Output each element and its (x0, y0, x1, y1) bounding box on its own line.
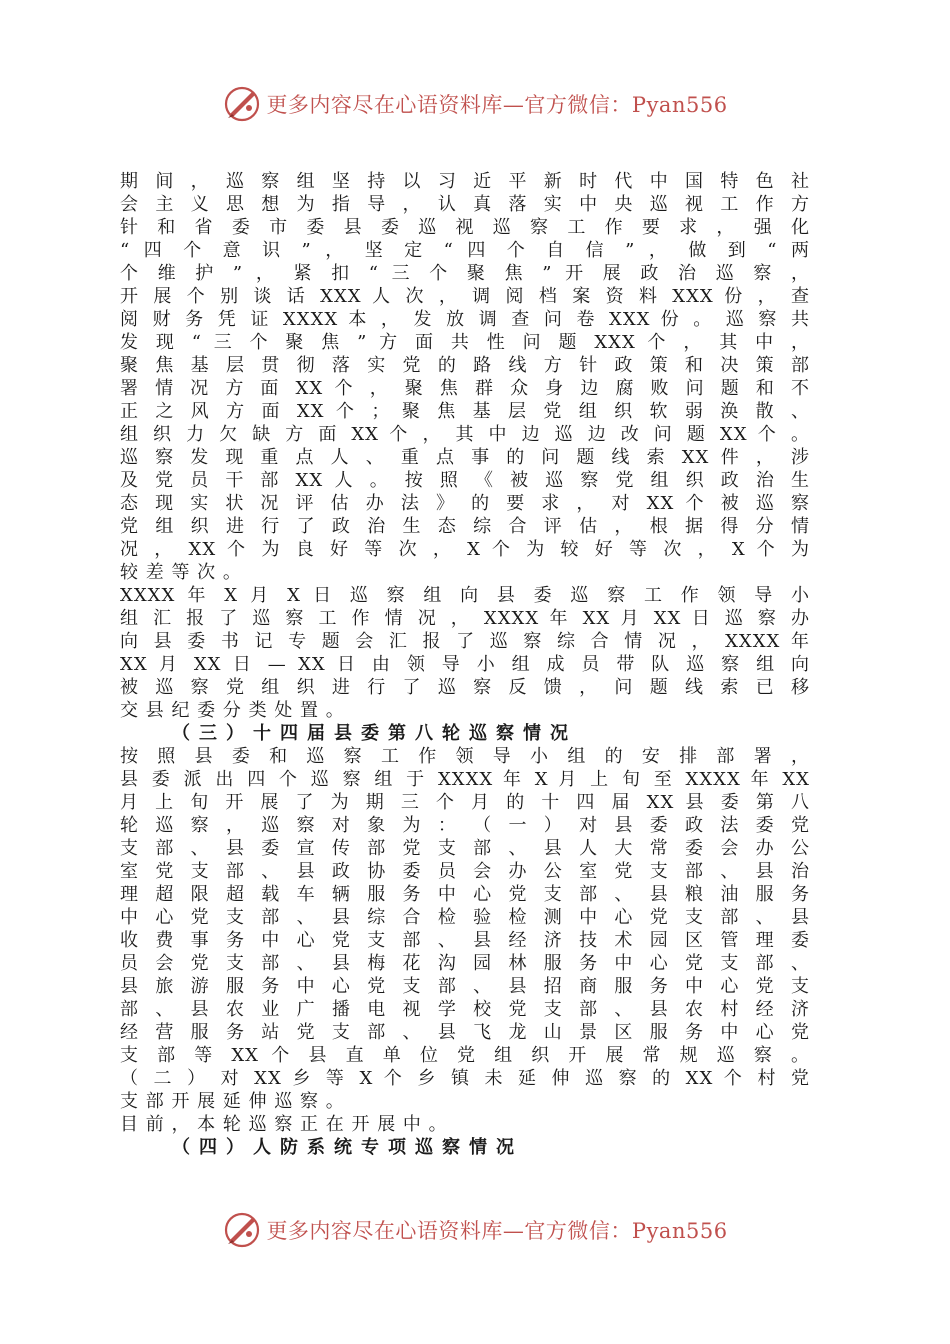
text-line: 支 部 、 县 委 宣 传 部 党 支 部 、 县 人 大 常 委 会 办 公 (120, 838, 810, 859)
text-line: （ 二 ） 对 XX 乡 等 X 个 乡 镇 未 延 伸 巡 察 的 XX 个 村 党 (120, 1068, 810, 1089)
banner-text: 更多内容尽在心语资料库—官方微信：Pyan556 (266, 93, 728, 117)
text-line: 个 维 护 ” ， 紧 扣 “ 三 个 聚 焦 ” 开 展 政 治 巡 察 ， (120, 263, 810, 284)
text-line: 党 组 织 进 行 了 政 治 生 态 综 合 评 估 ， 根 据 得 分 情 (120, 516, 810, 537)
pen-logo-icon (222, 84, 262, 124)
section-heading-4: （四）人防系统专项巡察情况 (172, 1137, 523, 1158)
header-banner (0, 82, 950, 126)
text-line: 署 情 况 方 面 XX 个 ， 聚 焦 群 众 身 边 腐 败 问 题 和 不 (120, 378, 810, 399)
text-line: 轮 巡 察 ， 巡 察 对 象 为 ： （ 一 ） 对 县 委 政 法 委 党 (120, 815, 810, 836)
text-line: 组 织 力 欠 缺 方 面 XX 个 ， 其 中 边 巡 边 改 问 题 XX 个 。 (120, 424, 810, 445)
footer-banner (0, 1208, 950, 1252)
text-line: 正 之 风 方 面 XX 个 ； 聚 焦 基 层 党 组 织 软 弱 涣 散 、 (120, 401, 810, 422)
text-line: XXXX 年 X 月 X 日 巡 察 组 向 县 委 巡 察 工 作 领 导 小 (120, 585, 810, 606)
text-line: 县 旅 游 服 务 中 心 党 支 部 、 县 招 商 服 务 中 心 党 支 (120, 976, 810, 997)
text-line: 中 心 党 支 部 、 县 综 合 检 验 检 测 中 心 党 支 部 、 县 (120, 907, 810, 928)
text-line: 针 和 省 委 市 委 县 委 巡 视 巡 察 工 作 要 求 ， 强 化 (120, 217, 810, 238)
text-line: 巡 察 发 现 重 点 人 、 重 点 事 的 问 题 线 索 XX 件 ， 涉 (120, 447, 810, 468)
text-line: 聚 焦 基 层 贯 彻 落 实 党 的 路 线 方 针 政 策 和 决 策 部 (120, 355, 810, 376)
text-line: 较 差 等 次 。 (120, 562, 242, 583)
text-line: 经 营 服 务 站 党 支 部 、 县 飞 龙 山 景 区 服 务 中 心 党 (120, 1022, 810, 1043)
text-line: 被 巡 察 党 组 织 进 行 了 巡 察 反 馈 ， 问 题 线 索 已 移 (120, 677, 810, 698)
text-line: 交 县 纪 委 分 类 处 置 。 (120, 700, 345, 721)
text-line: 部 、 县 农 业 广 播 电 视 学 校 党 支 部 、 县 农 村 经 济 (120, 999, 810, 1020)
paragraph-report-feedback (120, 584, 810, 722)
paragraph-inspection-summary (120, 170, 810, 584)
pen-logo-icon (222, 1210, 262, 1250)
text-line: 县 委 派 出 四 个 巡 察 组 于 XXXX 年 X 月 上 旬 至 XXXX 年 XX (120, 769, 810, 790)
paragraph-eighth-round (120, 745, 810, 1113)
banner-text: 更多内容尽在心语资料库—官方微信：Pyan556 (266, 1219, 728, 1243)
text-line: 员 会 党 支 部 、 县 梅 花 沟 园 林 服 务 中 心 党 支 部 、 (120, 953, 810, 974)
text-line: 按 照 县 委 和 巡 察 工 作 领 导 小 组 的 安 排 部 署 ， (120, 746, 810, 767)
text-line: 态 现 实 状 况 评 估 办 法 》 的 要 求 ， 对 XX 个 被 巡 察 (120, 493, 810, 514)
text-line: 及 党 员 干 部 XX 人 。 按 照 《 被 巡 察 党 组 织 政 治 生 (120, 470, 810, 491)
text-line: 目 前 ， 本 轮 巡 察 正 在 开 展 中 。 (120, 1114, 448, 1135)
text-line: 期 间 ， 巡 察 组 坚 持 以 习 近 平 新 时 代 中 国 特 色 社 (120, 171, 810, 192)
text-line: 向 县 委 书 记 专 题 会 汇 报 了 巡 察 综 合 情 况 ， XXXX 年 (120, 631, 810, 652)
text-line: “ 四 个 意 识 ” ， 坚 定 “ 四 个 自 信 ” ， 做 到 “ 两 (120, 240, 810, 261)
text-line: 支 部 开 展 延 伸 巡 察 。 (120, 1091, 345, 1112)
section-heading-3: （三）十四届县委第八轮巡察情况 (172, 723, 577, 744)
text-line: 况 ， XX 个 为 良 好 等 次 ， X 个 为 较 好 等 次 ， X 个 为 (120, 539, 810, 560)
paragraph-current-status (120, 1113, 810, 1136)
text-line: 组 汇 报 了 巡 察 工 作 情 况 ， XXXX 年 XX 月 XX 日 巡 察 办 (120, 608, 810, 629)
text-line: 支 部 等 XX 个 县 直 单 位 党 组 织 开 展 常 规 巡 察 。 (120, 1045, 810, 1066)
text-line: 阅 财 务 凭 证 XXXX 本 ， 发 放 调 查 问 卷 XXX 份 。 巡 察 共 (120, 309, 810, 330)
text-line: XX 月 XX 日 — XX 日 由 领 导 小 组 成 员 带 队 巡 察 组 向 (120, 654, 810, 675)
text-line: 发 现 “ 三 个 聚 焦 ” 方 面 共 性 问 题 XXX 个 ， 其 中 ， (120, 332, 810, 353)
text-line: 会 主 义 思 想 为 指 导 ， 认 真 落 实 中 央 巡 视 工 作 方 (120, 194, 810, 215)
text-line: 开 展 个 别 谈 话 XXX 人 次 ， 调 阅 档 案 资 料 XXX 份 ， 查 (120, 286, 810, 307)
document-body (120, 170, 810, 1159)
text-line: 室 党 支 部 、 县 政 协 委 员 会 办 公 室 党 支 部 、 县 治 (120, 861, 810, 882)
text-line: 理 超 限 超 载 车 辆 服 务 中 心 党 支 部 、 县 粮 油 服 务 (120, 884, 810, 905)
text-line: 月 上 旬 开 展 了 为 期 三 个 月 的 十 四 届 XX 县 委 第 八 (120, 792, 810, 813)
text-line: 收 费 事 务 中 心 党 支 部 、 县 经 济 技 术 园 区 管 理 委 (120, 930, 810, 951)
